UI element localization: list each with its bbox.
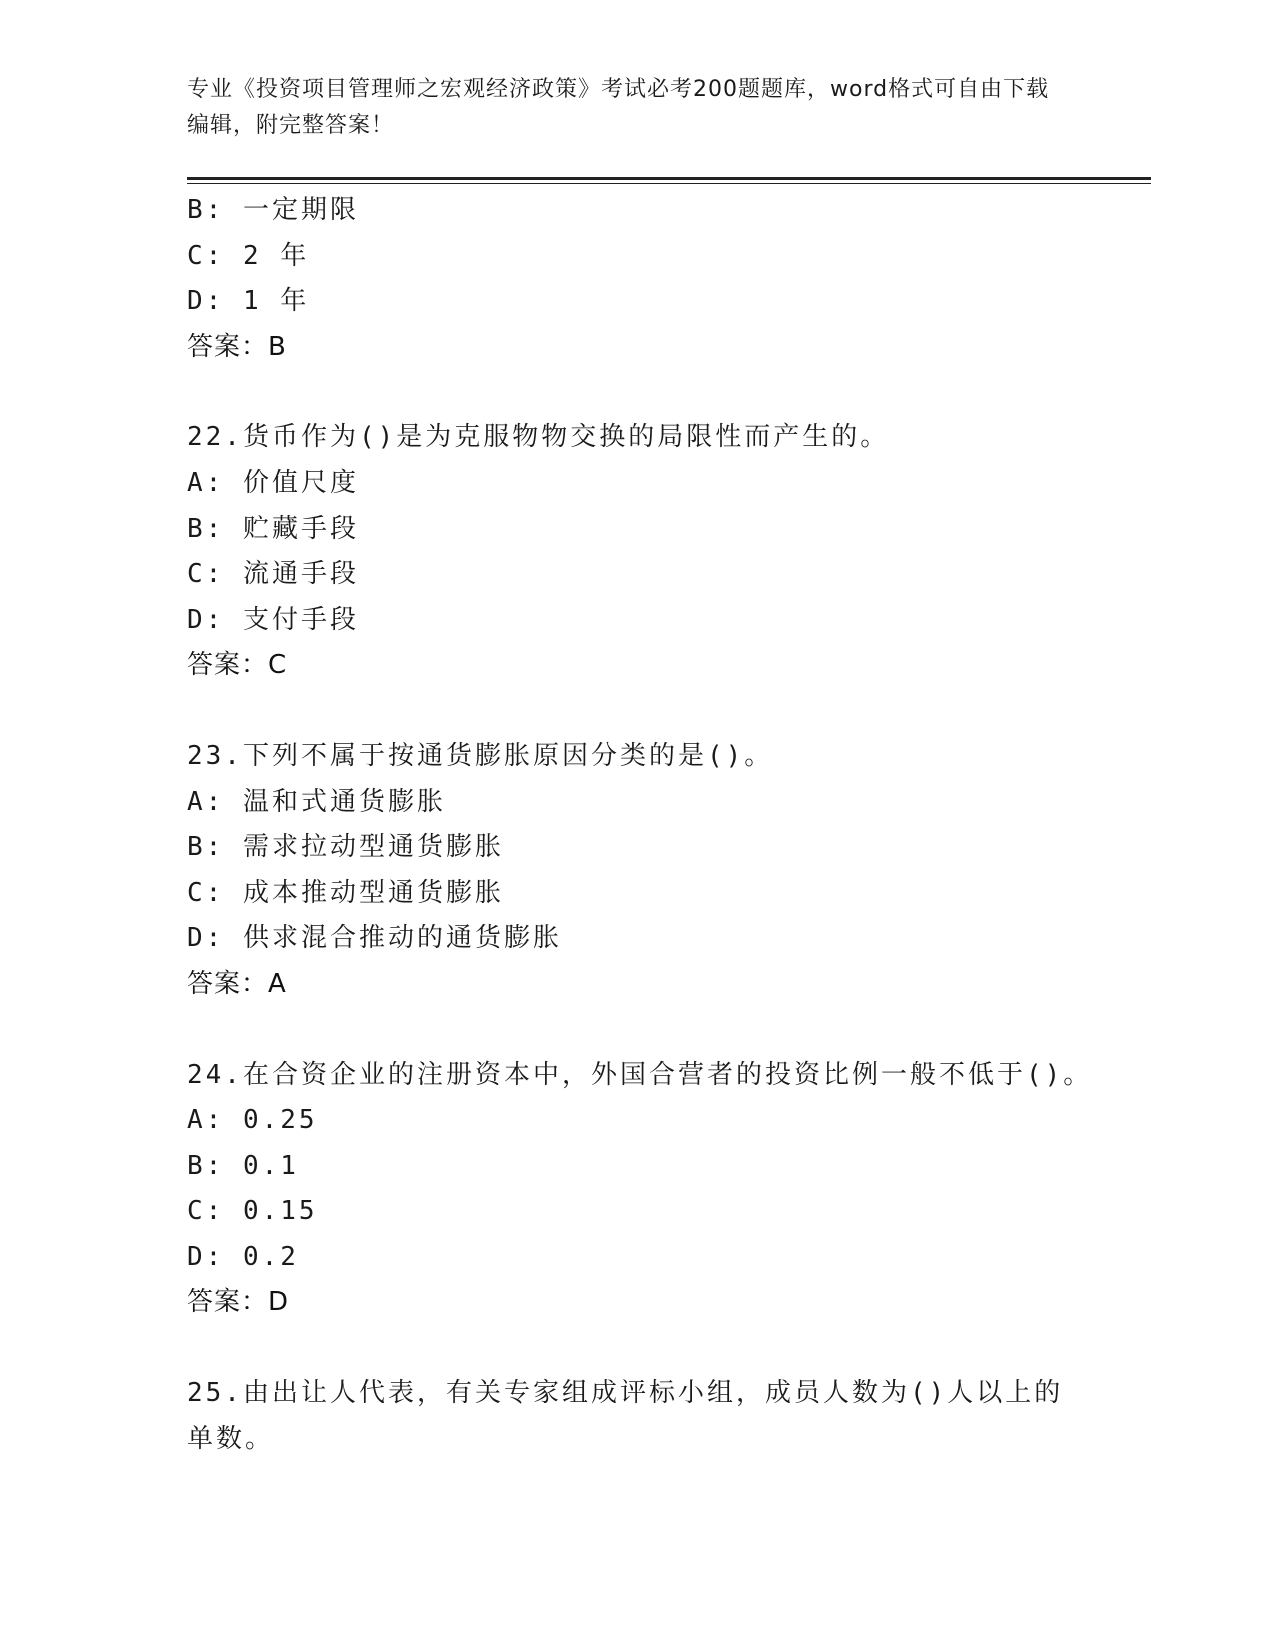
- option-c: C: 2 年: [187, 240, 310, 271]
- header-rule-thin: [187, 183, 1151, 184]
- document-header: 专业《投资项目管理师之宏观经济政策》考试必考200题题库，word格式可自由下载编辑，附完整答案！: [187, 77, 1050, 138]
- option-b: B: 需求拉动型通货膨胀: [187, 832, 504, 863]
- option-a: A: 0.25: [187, 1105, 318, 1136]
- header-rule-thick: [187, 177, 1151, 180]
- question-content: [187, 188, 1107, 1462]
- option-d: D: 1 年: [187, 286, 310, 317]
- spacer: [187, 370, 1107, 415]
- option-a: A: 温和式通货膨胀: [187, 786, 446, 817]
- answer-line: 答案：D: [187, 1287, 290, 1318]
- option-b: B: 0.1: [187, 1150, 299, 1181]
- question-25: [187, 1371, 1107, 1462]
- question-22: [187, 415, 1107, 689]
- option-a: A: 价值尺度: [187, 467, 359, 498]
- option-b: B: 一定期限: [187, 195, 359, 225]
- option-c: C: 成本推动型通货膨胀: [187, 877, 504, 908]
- option-c: C: 流通手段: [187, 559, 359, 590]
- question-23: [187, 734, 1107, 1008]
- answer-line: 答案：A: [187, 968, 287, 999]
- spacer: [187, 1008, 1107, 1053]
- option-d: D: 供求混合推动的通货膨胀: [187, 923, 562, 954]
- answer-line: 答案：C: [187, 650, 288, 681]
- question-stem: 24.在合资企业的注册资本中，外国合营者的投资比例一般不低于()。: [187, 1059, 1093, 1090]
- question-stem: 25.由出让人代表，有关专家组成评标小组，成员人数为()人以上的单数。: [187, 1378, 1064, 1454]
- spacer: [187, 1326, 1107, 1371]
- option-d: D: 支付手段: [187, 604, 359, 635]
- option-c: C: 0.15: [187, 1196, 318, 1227]
- spacer: [187, 689, 1107, 734]
- option-b: B: 贮藏手段: [187, 513, 359, 544]
- question-24: [187, 1053, 1107, 1327]
- option-d: D: 0.2: [187, 1241, 299, 1272]
- question-21-tail: [187, 188, 1107, 370]
- question-stem: 22.货币作为()是为克服物物交换的局限性而产生的。: [187, 422, 890, 453]
- answer-line: 答案：B: [187, 331, 287, 362]
- question-stem: 23.下列不属于按通货膨胀原因分类的是()。: [187, 740, 774, 771]
